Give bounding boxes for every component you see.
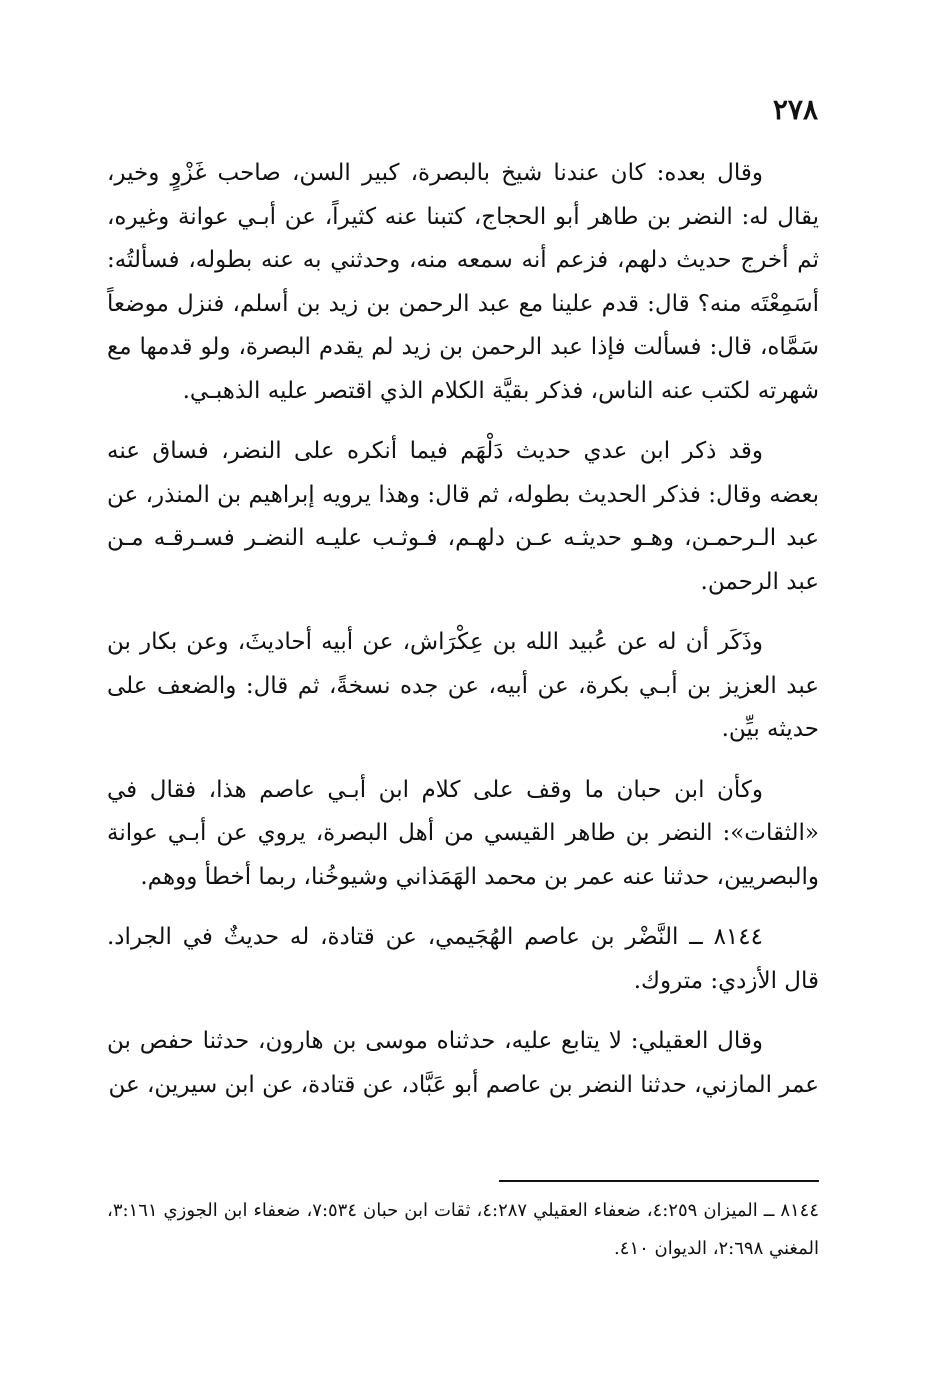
footnote-divider xyxy=(499,1180,819,1182)
paragraph-ikrash-narrations: وذَكَر أن له عن عُبيد الله بن عِكْرَاش، عن أبيه أحاديثَ، وعن بكار بن عبد العزيز بن أبـي بكرة، عن أبيه، عن جده نسخةً، ثم قال: والضعف على حديثه بيِّن. xyxy=(107,629,819,742)
page-number: ٢٧٨ xyxy=(772,93,818,126)
paragraph-ibn-hibban-thiqat: وكأن ابن حبان ما وقف على كلام ابن أبـي عاصم هذا، فقال في «الثقات»: النضر بن طاهر القيسي من أهل البصرة، يروي عن أبـي عوانة والبصريين، حدثنا عنه عمر بن محمد الهَمَذاني وشيوخُنا، ربما أخطأ ووهم. xyxy=(107,776,819,890)
paragraph-ibn-abi-asim-quote: وقال بعده: كان عندنا شيخ بالبصرة، كبير السن، صاحب غَزْوٍ وخير، يقال له: النضر بن طاهر أبو الحجاج، كتبنا عنه كثيراً، عن أبـي عوانة وغيره، ثم أخرج حديث دلهم، فزعم أنه سمعه منه، وحدثني به عنه بطوله، فسألتُه: أسَمِعْتَه منه؟ قال: قدم علينا مع عبد الرحمن بن زيد بن أسلم، فنزل موضعاً سَمَّاه، قال: فسألت فإذا عبد الرحمن بن زيد لم يقدم البصرة، ولو قدمها مع شهرته لكتب عنه الناس، فذكر بقيَّة الكلام الذي اقتصر عليه الذهبـي. xyxy=(107,160,819,404)
footnote-references: ٨١٤٤ ــ الميزان ٤:٢٥٩، ضعفاء العقيلي ٤:٢٨٧، ثقات ابن حبان ٧:٥٣٤، ضعفاء ابن الجوزي ٣:١٦١، المغني ٢:٦٩٨، الديوان ٤١٠. xyxy=(107,1200,820,1259)
entry-8144-heading: ٨١٤٤ ــ النَّضْر بن عاصم الهُجَيمي، عن قتادة، له حديثٌ في الجراد. قال الأزدي: متروك. xyxy=(107,924,819,994)
main-text-body xyxy=(107,152,819,1124)
paragraph-ibn-adi-dalham: وقد ذكر ابن عدي حديث دَلْهَم فيما أنكره على النضر، فساق عنه بعضه وقال: فذكر الحديث بطوله، ثم قال: وهذا يرويه إبراهيم بن المنذر، عن عبد الـرحمـن، وهـو حديثـه عـن دلهـم، فـوثـب عليـه النضـر فسـرقـه مـن عبد الرحمن. xyxy=(107,438,819,595)
paragraph-uqayli-quote: وقال العقيلي: لا يتابع عليه، حدثناه موسى بن هارون، حدثنا حفص بن عمر المازني، حدثنا النضر بن عاصم أبو عَبَّاد، عن قتادة، عن ابن سيرين، عن xyxy=(107,1028,819,1098)
